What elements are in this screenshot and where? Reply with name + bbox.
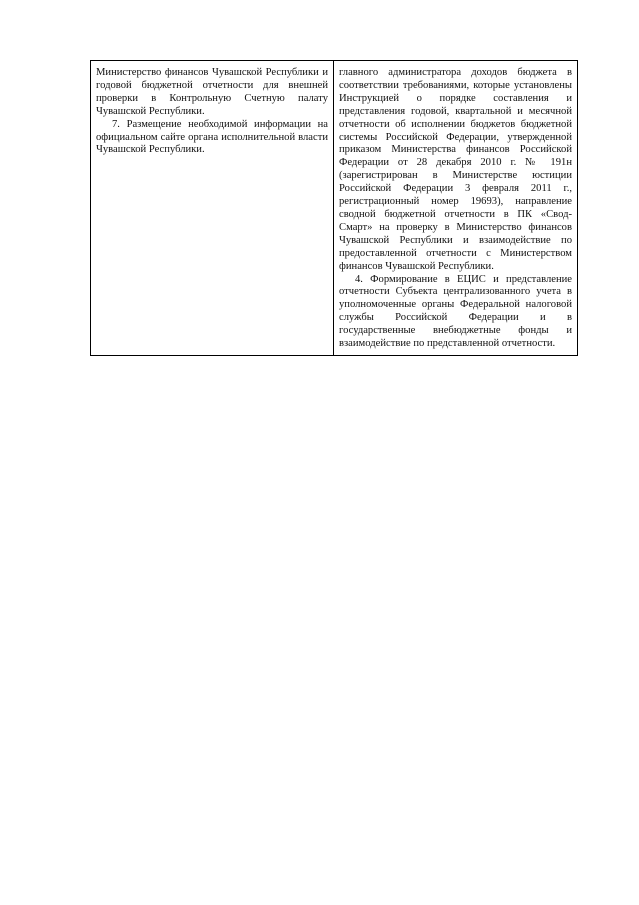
left-paragraph-1: Министерство финансов Чувашской Республики и годовой бюджетной отчетности для внешней проверки в Контрольную Счетную палату Чувашской Республики. [96, 67, 328, 117]
left-paragraph-2: 7. Размещение необходимой информации на официальном сайте органа исполнительной власти Чувашской Республики. [96, 118, 328, 156]
left-cell [91, 61, 334, 356]
right-cell [334, 61, 578, 356]
right-paragraph-2: 4. Формирование в ЕЦИС и представление отчетности Субъекта централизованного учета в уполномоченные органы Федеральной налоговой службы Российской Федерации и в государственные внебюджетные фонды и взаимодействие по представленной отчетности. [339, 273, 572, 350]
document-table [90, 60, 578, 356]
right-paragraph-1: главного администратора доходов бюджета в соответствии требованиями, которые установлены Инструкцией о порядке составления и представления годовой, квартальной и месячной отчетности об исполнении бюджетов бюджетной системы Российской Федерации, утвержденной приказом Министерства финансов Российской Федерации от 28 декабря 2010 г. № 191н (зарегистрирован в Министерстве юстиции Российской Федерации 3 февраля 2011 г., регистрационный номер 19693), направление сводной бюджетной отчетности в ПК «Свод-Смарт» на проверку в Министерство финансов Чувашской Республики и взаимодействие по предоставленной отчетности с Министерством финансов Чувашской Республики. [339, 67, 572, 272]
table-row [91, 61, 578, 356]
